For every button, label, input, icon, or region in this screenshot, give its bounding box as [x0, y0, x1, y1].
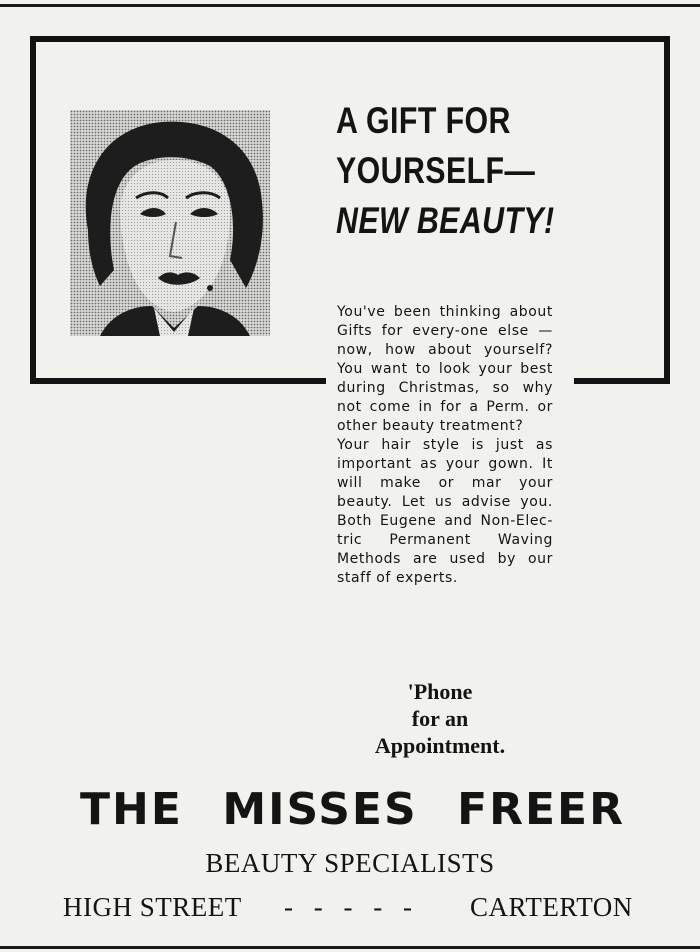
- bottom-border-rule: [0, 946, 700, 949]
- address-separator: - - - - -: [284, 892, 412, 922]
- headline-line-1: A GIFT FOR: [336, 100, 511, 141]
- top-border-rule: [0, 4, 700, 7]
- call-to-action-line-2: for an: [411, 706, 469, 731]
- business-name-word-2: MISSES: [222, 784, 418, 835]
- woman-portrait-photo: [70, 110, 270, 336]
- business-name-word-1: THE: [80, 784, 183, 835]
- body-paragraph-2: Your hair style is just as important as your gown. It will make or mar your beauty. Let us advise you. Both Eugene and Non-Elec-tric Permanent Waving Methods are used by our staff of experts.: [337, 437, 553, 586]
- headline-line-2: YOURSELF—: [336, 150, 536, 191]
- frame-border-right: [664, 36, 670, 384]
- frame-border-top: [30, 36, 670, 42]
- call-to-action: [330, 678, 550, 759]
- tagline: BEAUTY SPECIALISTS: [205, 848, 495, 878]
- address-street: HIGH STREET: [63, 892, 242, 922]
- business-name-word-3: FREER: [457, 784, 625, 835]
- frame-border-bottom-right: [574, 378, 670, 384]
- body-copy: [337, 303, 553, 588]
- call-to-action-line-1: 'Phone: [407, 679, 473, 704]
- address-town: CARTERTON: [470, 892, 633, 922]
- headline-line-3: NEW BEAUTY!: [336, 200, 555, 241]
- body-paragraph-1: You've been thinking about Gifts for every-one else — now, how about yourself? You want to look your best during Christmas, so why not come in for a Perm. or other beauty treatment?: [337, 304, 553, 434]
- business-name: [80, 780, 625, 840]
- frame-border-left: [30, 36, 36, 384]
- call-to-action-line-3: Appointment.: [374, 733, 506, 758]
- frame-border-bottom-left: [30, 378, 326, 384]
- headline: [336, 96, 598, 246]
